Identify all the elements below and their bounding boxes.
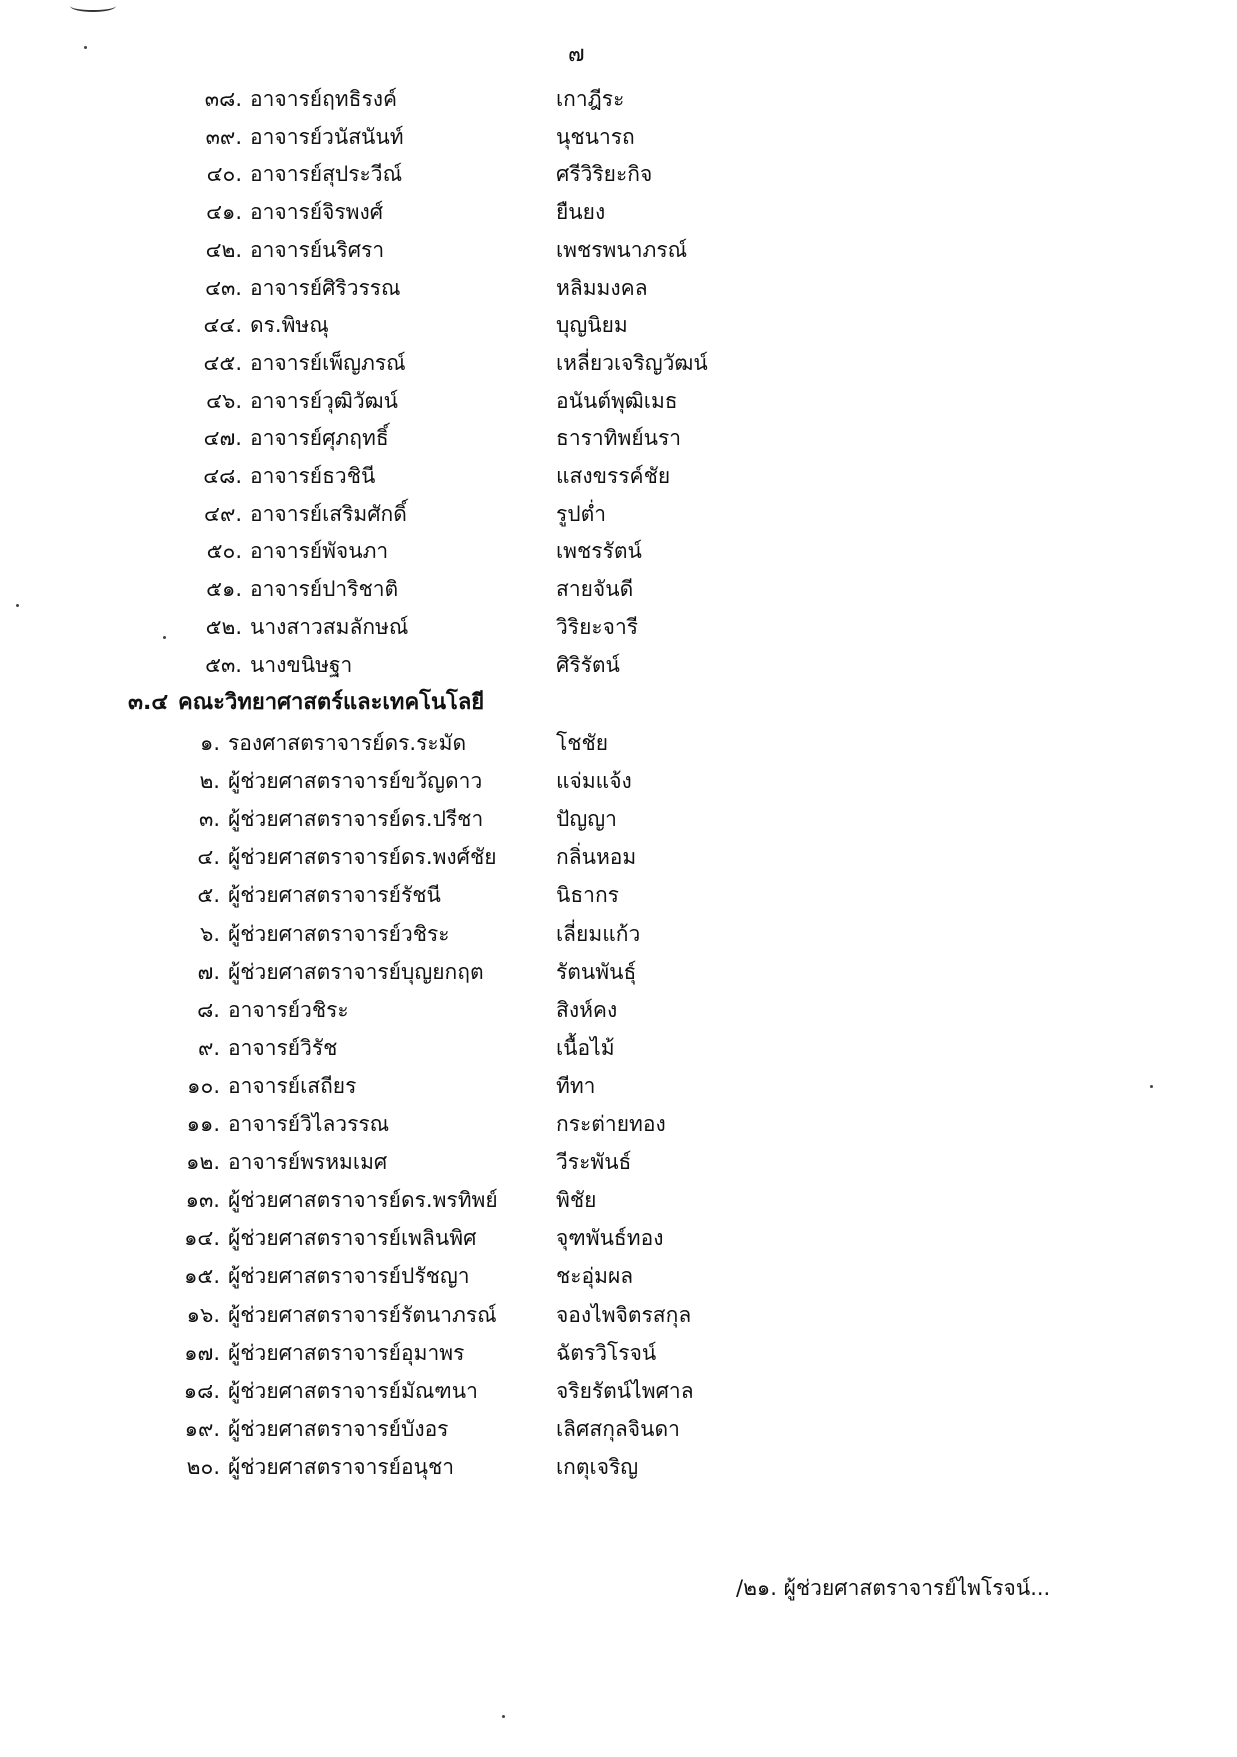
item-number: ๑๒. [186,1150,220,1175]
list-item [0,1259,1237,1293]
person-title-given-name: อาจารย์เสริมศักดิ์ [250,501,407,526]
item-number: ๗. [197,959,220,984]
person-title-given-name: อาจารย์วนัสนันท์ [250,124,404,149]
item-number: ๔๐. [206,162,242,187]
person-title-given-name: ผู้ช่วยศาสตราจารย์รัชนี [228,883,441,908]
item-number: ๓. [198,807,220,832]
person-title-given-name: อาจารย์พัจนภา [250,539,389,564]
person-surname: แสงขรรค์ชัย [556,464,671,488]
list-item [0,802,1237,836]
list-item [0,459,1237,493]
person-surname: จองไพจิตรสกุล [556,1302,692,1327]
list-item [0,346,1237,380]
person-title-given-name: ผู้ช่วยศาสตราจารย์ดร.พงศ์ชัย [228,845,497,870]
item-number: ๔๖. [206,388,242,413]
person-title-given-name: อาจารย์ศุภฤทธิ์ [250,426,389,451]
person-surname: กลิ่นหอม [556,845,637,870]
item-number: ๔๒. [205,237,242,262]
person-title-given-name: ผู้ช่วยศาสตราจารย์บังอร [228,1416,449,1441]
person-title-given-name: อาจารย์วุฒิวัฒน์ [250,388,398,413]
item-number: ๑๔. [184,1226,220,1251]
person-surname: นุชนารถ [556,124,635,149]
scan-speck [502,1715,505,1718]
list-item [0,1031,1237,1065]
person-surname: นิธากร [556,883,619,908]
person-title-given-name: อาจารย์วชิระ [228,997,349,1022]
item-number: ๑๗. [184,1340,220,1365]
item-number: ๕๓. [205,652,242,677]
item-number: ๕๐. [206,539,242,564]
scan-artifact [70,0,116,12]
person-title-given-name: อาจารย์เสถียร [228,1073,357,1098]
item-number: ๑๘. [183,1378,220,1403]
person-surname: สายจันดี [556,577,634,602]
person-surname: ชะอุ่มผล [556,1264,634,1289]
item-number: ๔. [197,845,220,870]
person-surname: วิริยะจารี [556,614,639,639]
person-surname: ศรีวิริยะกิจ [556,162,653,187]
item-number: ๑. [199,731,220,755]
person-title-given-name: อาจารย์ปาริชาติ [250,577,399,602]
item-number: ๒๐. [186,1454,220,1479]
person-surname: ธาราทิพย์นรา [556,426,682,451]
person-title-given-name: นางขนิษฐา [250,652,353,677]
item-number: ๑๓. [185,1188,220,1213]
item-number: ๑๑. [186,1112,220,1136]
item-number: ๔๘. [203,464,242,488]
list-item [0,610,1237,644]
item-number: ๔๑. [206,200,242,225]
list-item [0,1145,1237,1179]
page-number: ๗ [568,42,585,67]
person-title-given-name: นางสาวสมลักษณ์ [250,614,409,639]
person-surname: รัตนพันธุ์ [556,959,637,984]
person-surname: โชชัย [556,731,609,755]
section-heading [128,686,484,720]
continuation-note: /๒๑. ผู้ช่วยศาสตราจารย์ไพโรจน์... [736,1576,1051,1600]
list-item [0,82,1237,116]
list-item [0,878,1237,912]
list-item [0,1183,1237,1217]
person-surname: วีระพันธ์ [556,1150,632,1175]
item-number: ๔๕. [203,350,242,375]
person-surname: เพชรรัตน์ [556,539,642,564]
item-number: ๕. [197,883,220,908]
list-item [0,840,1237,874]
person-title-given-name: อาจารย์วิรัช [228,1035,338,1060]
list-item [0,157,1237,191]
item-number: ๑๙. [184,1416,220,1441]
list-item [0,120,1237,154]
person-surname: แจ่มแจ้ง [556,769,632,794]
person-title-given-name: ผู้ช่วยศาสตราจารย์ดร.พรทิพย์ [228,1188,498,1213]
list-item [0,421,1237,455]
person-surname: ปัญญา [556,807,617,832]
person-title-given-name: ผู้ช่วยศาสตราจารย์วชิระ [228,921,450,946]
item-number: ๔๙. [204,501,242,526]
person-title-given-name: อาจารย์ธวชินี [250,464,376,488]
person-surname: หลิมมงคล [556,275,648,300]
item-number: ๓๙. [205,124,242,149]
person-surname: เกาฎีระ [556,87,625,111]
person-surname: เนื้อไม้ [556,1035,615,1060]
person-surname: ทีทา [556,1073,596,1098]
person-title-given-name: ผู้ช่วยศาสตราจารย์ดร.ปรีชา [228,807,484,832]
person-title-given-name: อาจารย์นริศรา [250,237,385,262]
person-surname: ฉัตรวิโรจน์ [556,1340,657,1365]
item-number: ๘. [197,997,220,1022]
list-item [0,233,1237,267]
list-item [0,572,1237,606]
list-item [0,1298,1237,1332]
item-number: ๔๔. [203,313,242,338]
list-item [0,195,1237,229]
list-item [0,955,1237,989]
person-surname: บุญนิยม [556,313,628,338]
person-title-given-name: อาจารย์ศิริวรรณ [250,275,401,300]
person-surname: เลี่ยมแก้ว [556,921,641,946]
list-item [0,534,1237,568]
item-number: ๖. [199,921,220,946]
list-item [0,1412,1237,1446]
person-title-given-name: อาจารย์เพ็ญภรณ์ [250,350,406,375]
person-surname: ศิริรัตน์ [556,652,620,677]
person-surname: จริยรัตน์ไพศาล [556,1378,694,1403]
item-number: ๓๘. [204,87,242,111]
person-title-given-name: ผู้ช่วยศาสตราจารย์ขวัญดาว [228,769,483,794]
person-title-given-name: อาจารย์จิรพงศ์ [250,200,384,225]
person-surname: เหลี่ยวเจริญวัฒน์ [556,350,708,375]
person-title-given-name: ผู้ช่วยศาสตราจารย์รัตนาภรณ์ [228,1302,497,1327]
person-title-given-name: ผู้ช่วยศาสตราจารย์เพลินพิศ [228,1226,477,1251]
list-item [0,764,1237,798]
person-title-given-name: อาจารย์พรหมเมศ [228,1150,388,1175]
list-item [0,1374,1237,1408]
section-number: ๓.๔ [128,690,169,715]
person-title-given-name: ผู้ช่วยศาสตราจารย์มัณฑนา [228,1378,478,1403]
list-item [0,1450,1237,1484]
person-title-given-name: ผู้ช่วยศาสตราจารย์ปรัชญา [228,1264,470,1289]
item-number: ๑๕. [184,1264,220,1289]
list-item [0,726,1237,760]
item-number: ๒. [199,769,220,794]
person-title-given-name: ผู้ช่วยศาสตราจารย์อนุชา [228,1454,454,1479]
person-surname: พิชัย [556,1188,597,1213]
item-number: ๔๓. [205,275,242,300]
person-surname: เลิศสกุลจินดา [556,1416,680,1441]
list-item [0,648,1237,682]
item-number: ๔๗. [203,426,242,451]
list-item [0,1107,1237,1141]
list-item [0,271,1237,305]
section-title: คณะวิทยาศาสตร์และเทคโนโลยี [178,690,485,715]
item-number: ๕๑. [206,577,242,602]
person-title-given-name: รองศาสตราจารย์ดร.ระมัด [228,731,467,755]
list-item [0,993,1237,1027]
person-title-given-name: อาจารย์ฤทธิรงค์ [250,87,398,111]
person-surname: สิงห์คง [556,997,618,1022]
person-title-given-name: อาจารย์วิไลวรรณ [228,1112,390,1136]
person-title-given-name: ผู้ช่วยศาสตราจารย์อุมาพร [228,1340,465,1365]
item-number: ๑๖. [186,1302,220,1327]
list-item [0,917,1237,951]
list-item [0,384,1237,418]
item-number: ๑๐. [187,1073,220,1098]
person-title-given-name: ผู้ช่วยศาสตราจารย์บุญยกฤต [228,959,484,984]
person-surname: รูปต่ำ [556,501,607,526]
person-surname: อนันต์พุฒิเมธ [556,388,678,413]
person-surname: เกตุเจริญ [556,1454,639,1479]
scan-speck [84,46,87,49]
list-item [0,1336,1237,1370]
list-item [0,1221,1237,1255]
person-surname: ยืนยง [556,200,606,225]
person-surname: เพชรพนาภรณ์ [556,237,688,262]
person-title-given-name: ดร.พิษณุ [250,313,329,338]
list-item [0,308,1237,342]
person-surname: กระต่ายทอง [556,1112,666,1136]
list-item [0,497,1237,531]
list-item [0,1069,1237,1103]
person-title-given-name: อาจารย์สุประวีณ์ [250,162,403,187]
item-number: ๙. [197,1035,220,1060]
item-number: ๕๒. [205,614,242,639]
person-surname: จุฑพันธ์ทอง [556,1226,664,1251]
